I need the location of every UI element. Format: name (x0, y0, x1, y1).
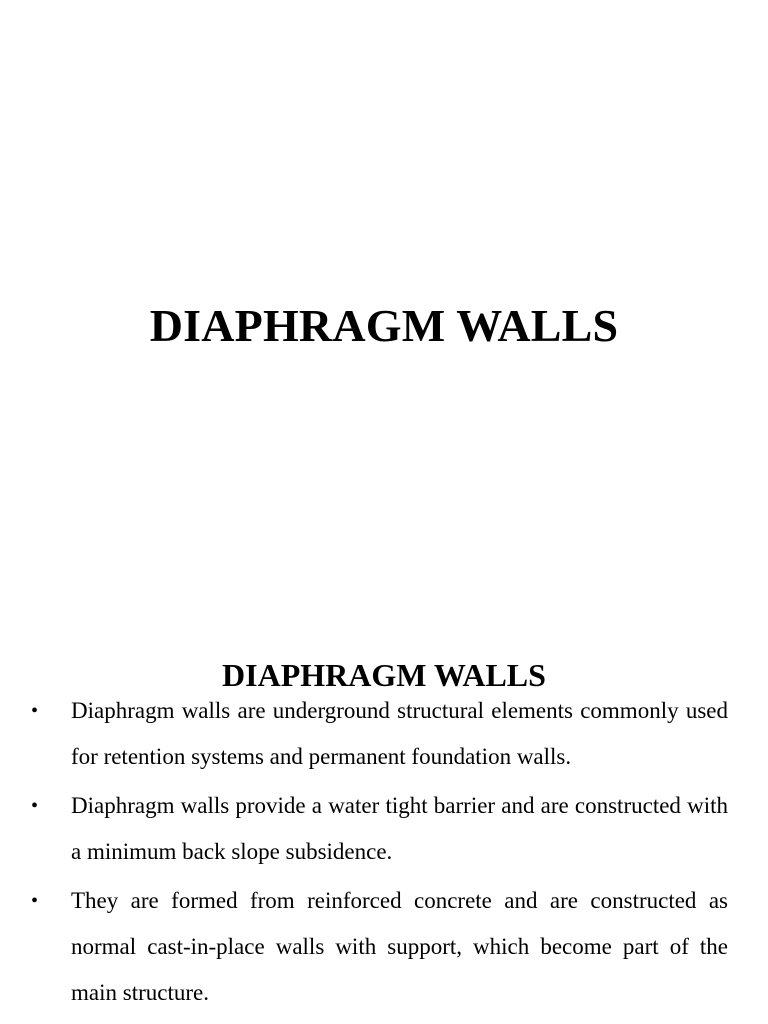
bullet-icon: • (31, 795, 39, 817)
bullet-item (30, 783, 728, 875)
bullet-text: Diaphragm walls are underground structural elements commonly used for retention systems and permanent foundation walls. (71, 698, 728, 769)
bullet-item (30, 878, 728, 1016)
bullet-text: Diaphragm walls provide a water tight barrier and are constructed with a minimum back slope subsidence. (71, 793, 728, 864)
bullet-text: They are formed from reinforced concrete and are constructed as normal cast-in-place walls with support, which become part of the main structure. (71, 888, 728, 1005)
bullet-icon: • (31, 700, 39, 722)
content-slide-title: DIAPHRAGM WALLS (222, 656, 546, 693)
bullet-icon: • (31, 890, 39, 912)
slide-title: DIAPHRAGM WALLS (149, 299, 619, 351)
bullet-item (30, 688, 728, 780)
bullet-list (30, 688, 728, 1019)
content-slide (0, 590, 768, 1024)
